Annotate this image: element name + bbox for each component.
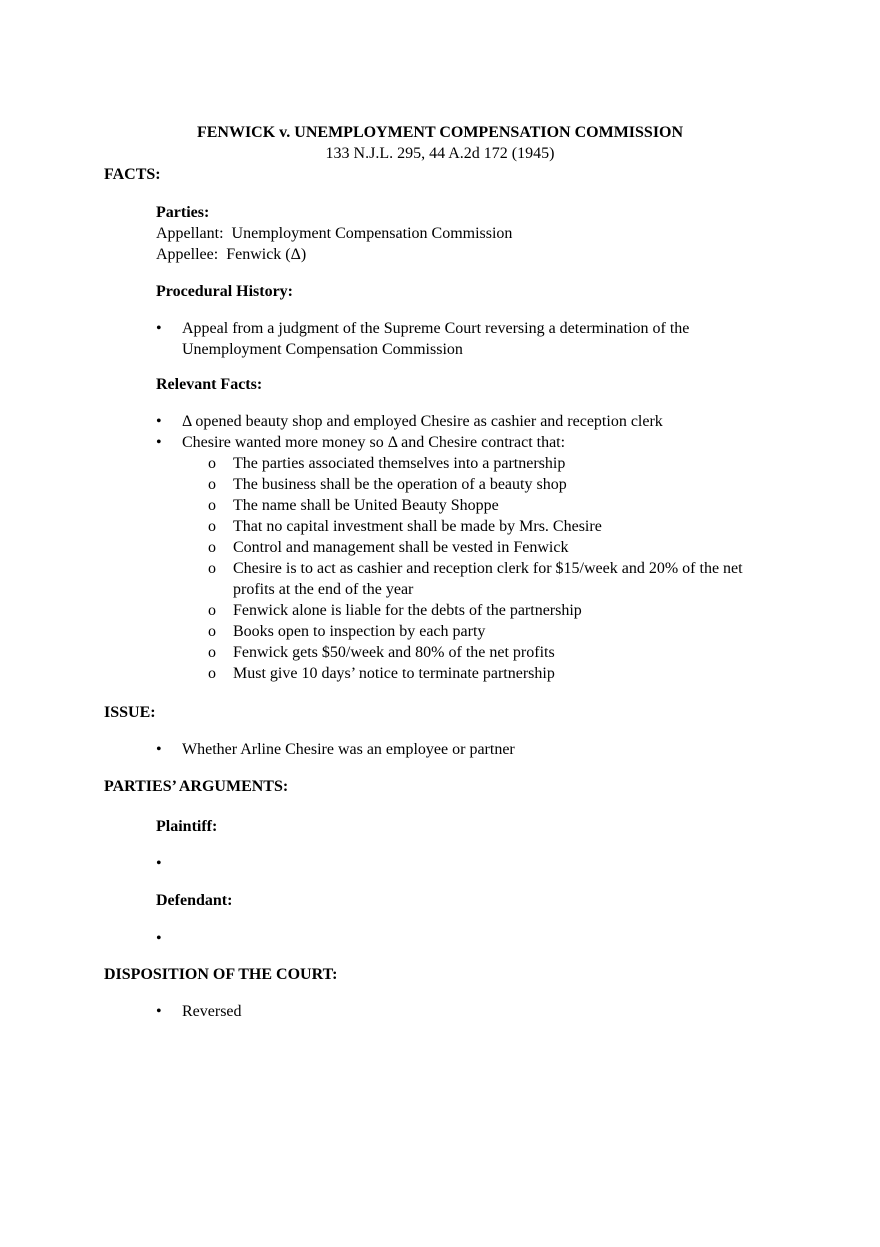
circle-bullet-icon: o — [208, 644, 216, 661]
list-item — [208, 537, 776, 558]
disposition-bullet: Reversed — [182, 1003, 242, 1020]
list-item — [156, 853, 776, 874]
case-title: FENWICK v. UNEMPLOYMENT COMPENSATION COMMISSION — [196, 124, 684, 141]
bullet-icon: • — [156, 320, 162, 337]
list-item — [208, 453, 776, 474]
contract-term: Fenwick gets $50/week and 80% of the net profits — [233, 644, 555, 661]
defendant-subheading: Defendant: — [156, 892, 233, 909]
list-item — [208, 474, 776, 495]
relevant-fact-bullet: Chesire wanted more money so Δ and Chesire contract that: — [182, 434, 566, 451]
contract-term: That no capital investment shall be made by Mrs. Chesire — [233, 518, 602, 535]
section-heading-parties-arguments: PARTIES’ ARGUMENTS: — [104, 778, 289, 795]
list-item — [156, 318, 776, 360]
circle-bullet-icon: o — [208, 665, 216, 682]
procedural-history-subheading: Procedural History: — [156, 283, 294, 300]
list-item — [208, 663, 776, 684]
contract-term: Must give 10 days’ notice to terminate partnership — [233, 665, 555, 682]
circle-bullet-icon: o — [208, 560, 216, 577]
contract-term: The name shall be United Beauty Shoppe — [233, 497, 499, 514]
list-item — [208, 558, 776, 600]
plaintiff-subheading: Plaintiff: — [156, 818, 218, 835]
case-citation: 133 N.J.L. 295, 44 A.2d 172 (1945) — [325, 145, 555, 162]
bullet-icon: • — [156, 855, 162, 872]
bullet-icon: • — [156, 930, 162, 947]
procedural-history-bullet: Appeal from a judgment of the Supreme Court reversing a determination of the Unemployment Compensation Commission — [182, 320, 694, 358]
section-heading-facts: FACTS: — [104, 166, 161, 183]
parties-subheading: Parties: — [156, 204, 210, 221]
section-heading-issue: ISSUE: — [104, 704, 156, 721]
list-item — [156, 928, 776, 949]
list-item — [208, 600, 776, 621]
plaintiff-bullet — [182, 853, 776, 874]
circle-bullet-icon: o — [208, 455, 216, 472]
bullet-icon: • — [156, 434, 162, 451]
bullet-icon: • — [156, 413, 162, 430]
list-item — [208, 516, 776, 537]
list-item — [208, 621, 776, 642]
section-heading-disposition: DISPOSITION OF THE COURT: — [104, 966, 338, 983]
issue-bullet: Whether Arline Chesire was an employee or partner — [182, 741, 515, 758]
relevant-fact-bullet: Δ opened beauty shop and employed Chesire as cashier and reception clerk — [182, 413, 663, 430]
circle-bullet-icon: o — [208, 476, 216, 493]
contract-term: Control and management shall be vested in Fenwick — [233, 539, 569, 556]
bullet-icon: • — [156, 741, 162, 758]
list-item — [208, 642, 776, 663]
circle-bullet-icon: o — [208, 497, 216, 514]
list-item — [156, 1001, 776, 1022]
contract-term: The business shall be the operation of a beauty shop — [233, 476, 567, 493]
circle-bullet-icon: o — [208, 539, 216, 556]
circle-bullet-icon: o — [208, 623, 216, 640]
contract-term: Chesire is to act as cashier and reception clerk for $15/week and 20% of the net profits at the end of the year — [233, 560, 747, 598]
contract-term: The parties associated themselves into a partnership — [233, 455, 566, 472]
circle-bullet-icon: o — [208, 602, 216, 619]
contract-term: Books open to inspection by each party — [233, 623, 486, 640]
appellant-line: Appellant: Unemployment Compensation Commission — [156, 225, 513, 242]
list-item — [156, 432, 776, 453]
circle-bullet-icon: o — [208, 518, 216, 535]
list-item — [156, 739, 776, 760]
list-item — [208, 495, 776, 516]
bullet-icon: • — [156, 1003, 162, 1020]
relevant-facts-subheading: Relevant Facts: — [156, 376, 263, 393]
contract-term: Fenwick alone is liable for the debts of the partnership — [233, 602, 582, 619]
defendant-bullet — [182, 928, 776, 949]
appellee-line: Appellee: Fenwick (Δ) — [156, 246, 307, 263]
list-item — [156, 411, 776, 432]
